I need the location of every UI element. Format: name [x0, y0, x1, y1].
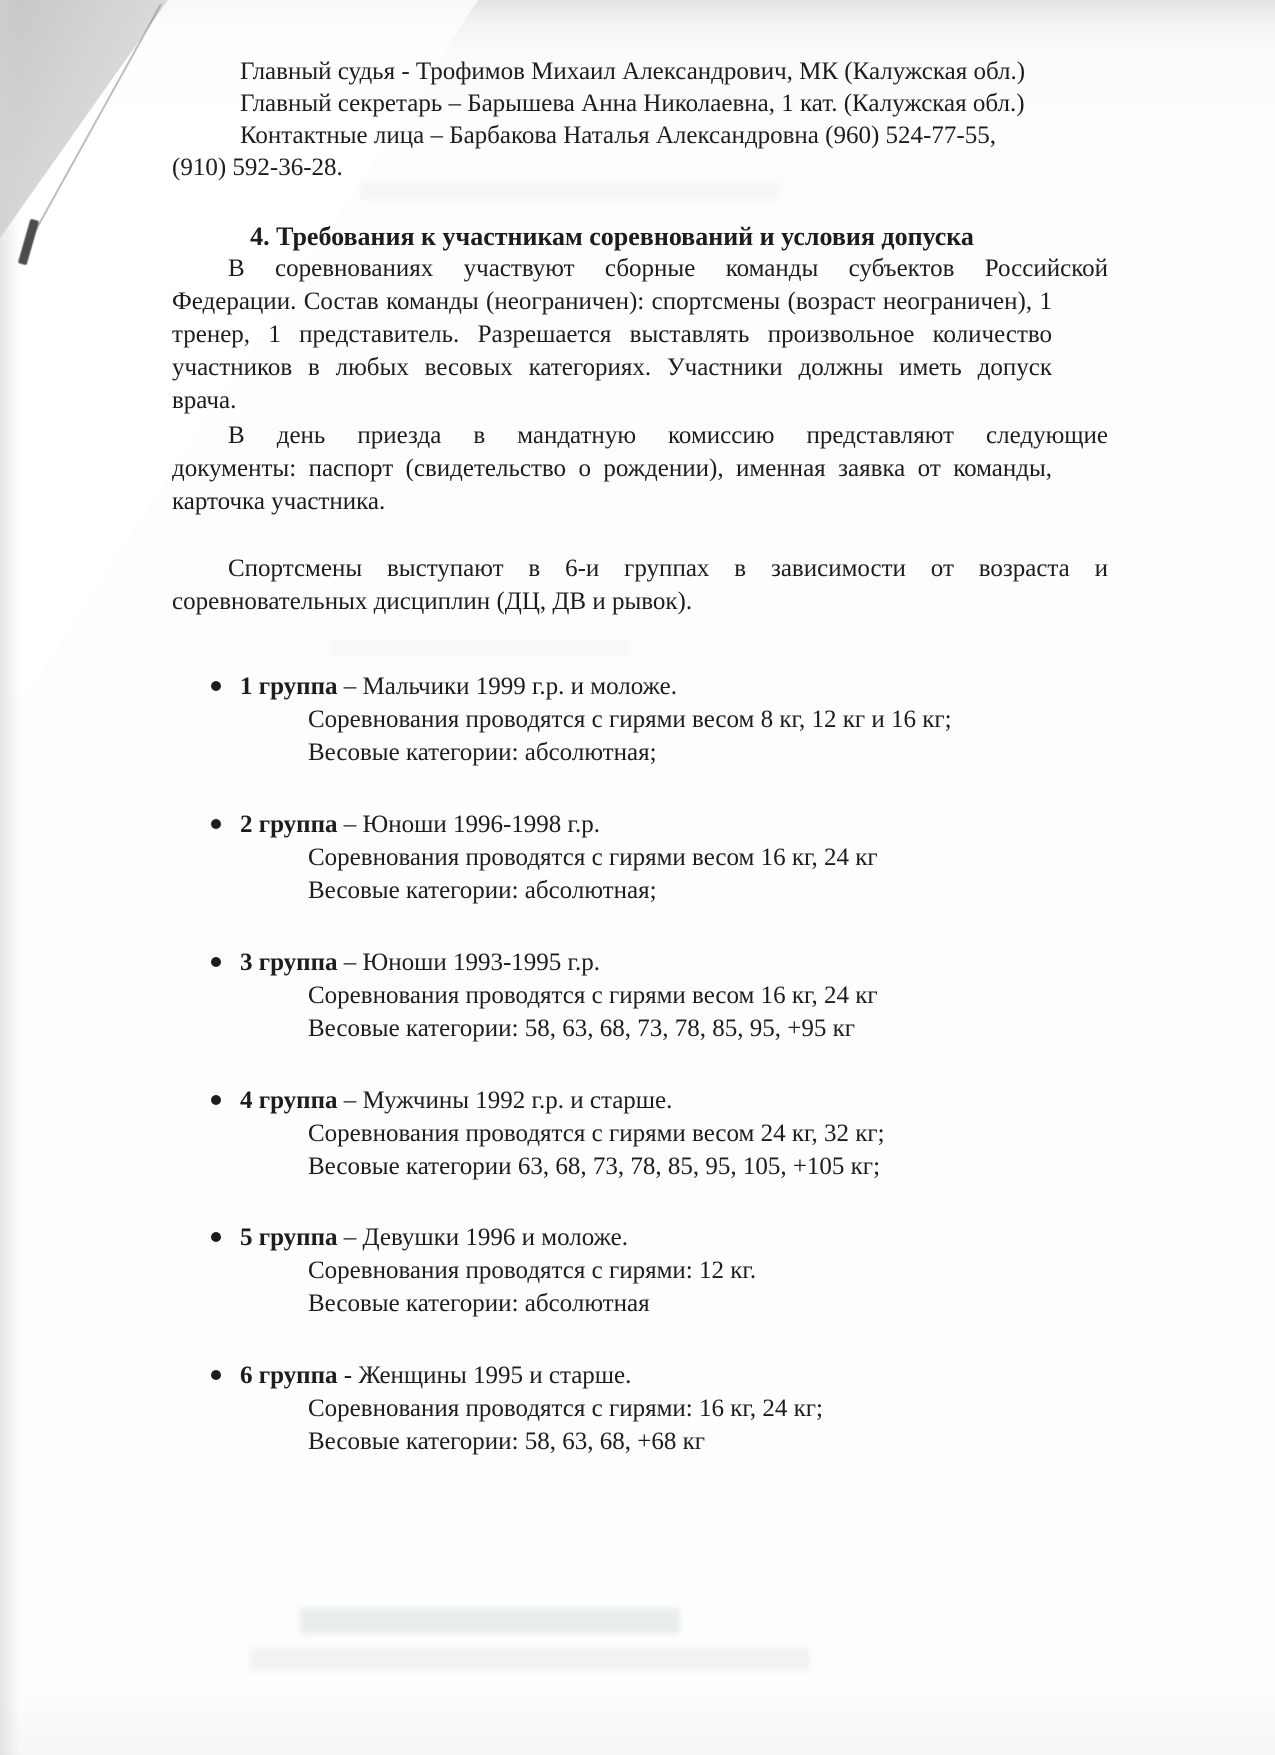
- bullet-icon: [211, 1095, 221, 1105]
- group-weights-line: Соревнования проводятся с гирями весом 16 кг, 24 кг: [308, 844, 878, 871]
- group-categories-line: Весовые категории: абсолютная;: [308, 739, 657, 766]
- group-categories-line: Весовые категории: абсолютная: [308, 1290, 650, 1317]
- group-title: [240, 670, 1120, 703]
- group-title-rest: - Женщины 1995 и старше.: [337, 1362, 632, 1389]
- group-number: 4 группа: [240, 1087, 338, 1114]
- group-number: 2 группа: [240, 811, 338, 838]
- group-categories-line: Весовые категории: абсолютная;: [308, 877, 657, 904]
- bullet-icon: [211, 819, 221, 829]
- bullet-icon: [211, 1370, 221, 1380]
- para2-line: документы: паспорт (свидетельство о рождении), именная заявка от команды,: [172, 455, 1052, 482]
- group-title: [240, 808, 1120, 841]
- para1-line: В соревнованиях участвуют сборные команды субъектов Российской: [228, 255, 1108, 282]
- group-title-rest: – Мальчики 1999 г.р. и моложе.: [337, 673, 677, 700]
- group-title: [240, 946, 1120, 979]
- chief-judge-line: Главный судья - Трофимов Михаил Александрович, МК (Калужская обл.): [240, 58, 1026, 85]
- group-title-rest: – Девушки 1996 и моложе.: [337, 1224, 628, 1251]
- para1-line: тренер, 1 представитель. Разрешается выставлять произвольное количество: [172, 321, 1052, 348]
- para3-line: соревновательных дисциплин (ДЦ, ДВ и рывок).: [172, 588, 693, 615]
- bullet-icon: [211, 957, 221, 967]
- bleedthrough-smudge: [330, 640, 630, 656]
- left-edge-shadow: [0, 0, 20, 1755]
- para2-line: карточка участника.: [172, 488, 386, 515]
- para3-line: Спортсмены выступают в 6-и группах в зависимости от возраста и: [228, 555, 1108, 582]
- group-number: 5 группа: [240, 1224, 338, 1251]
- contact-phone-line: (910) 592-36-28.: [172, 154, 343, 181]
- group-categories-line: Весовые категории: 58, 63, 68, +68 кг: [308, 1428, 706, 1455]
- para1-line: участников в любых весовых категориях. Участники должны иметь допуск: [172, 354, 1052, 381]
- para2-line: В день приезда в мандатную комиссию представляют следующие: [228, 422, 1108, 449]
- group-categories-line: Весовые категории 63, 68, 73, 78, 85, 95, 105, +105 кг;: [308, 1153, 881, 1180]
- group-weights-line: Соревнования проводятся с гирями: 16 кг, 24 кг;: [308, 1395, 823, 1422]
- bleedthrough-smudge: [300, 1608, 680, 1634]
- group-title-rest: – Юноши 1993-1995 г.р.: [337, 949, 600, 976]
- contact-person-line: Контактные лица – Барбакова Наталья Александровна (960) 524-77-55,: [240, 122, 996, 149]
- para1-line: врача.: [172, 387, 237, 414]
- bullet-icon: [211, 681, 221, 691]
- para1-line: Федерации. Состав команды (неограничен): спортсмены (возраст неограничен), 1: [172, 288, 1052, 315]
- group-title: [240, 1221, 1120, 1254]
- group-title: [240, 1359, 1120, 1392]
- group-weights-line: Соревнования проводятся с гирями весом 16 кг, 24 кг: [308, 982, 878, 1009]
- group-number: 6 группа: [240, 1362, 338, 1389]
- group-title-rest: – Юноши 1996-1998 г.р.: [337, 811, 600, 838]
- section-heading: 4. Требования к участникам соревнований и условия допуска: [250, 222, 974, 251]
- bleedthrough-smudge: [250, 1648, 810, 1670]
- group-weights-line: Соревнования проводятся с гирями весом 24 кг, 32 кг;: [308, 1120, 885, 1147]
- group-weights-line: Соревнования проводятся с гирями: 12 кг.: [308, 1257, 757, 1284]
- group-number: 1 группа: [240, 673, 338, 700]
- group-title: [240, 1084, 1120, 1117]
- group-number: 3 группа: [240, 949, 338, 976]
- bullet-icon: [211, 1232, 221, 1242]
- chief-secretary-line: Главный секретарь – Барышева Анна Николаевна, 1 кат. (Калужская обл.): [240, 90, 1025, 117]
- bleedthrough-smudge: [360, 182, 780, 200]
- group-categories-line: Весовые категории: 58, 63, 68, 73, 78, 85, 95, +95 кг: [308, 1015, 856, 1042]
- group-title-rest: – Мужчины 1992 г.р. и старше.: [337, 1087, 673, 1114]
- group-weights-line: Соревнования проводятся с гирями весом 8 кг, 12 кг и 16 кг;: [308, 706, 952, 733]
